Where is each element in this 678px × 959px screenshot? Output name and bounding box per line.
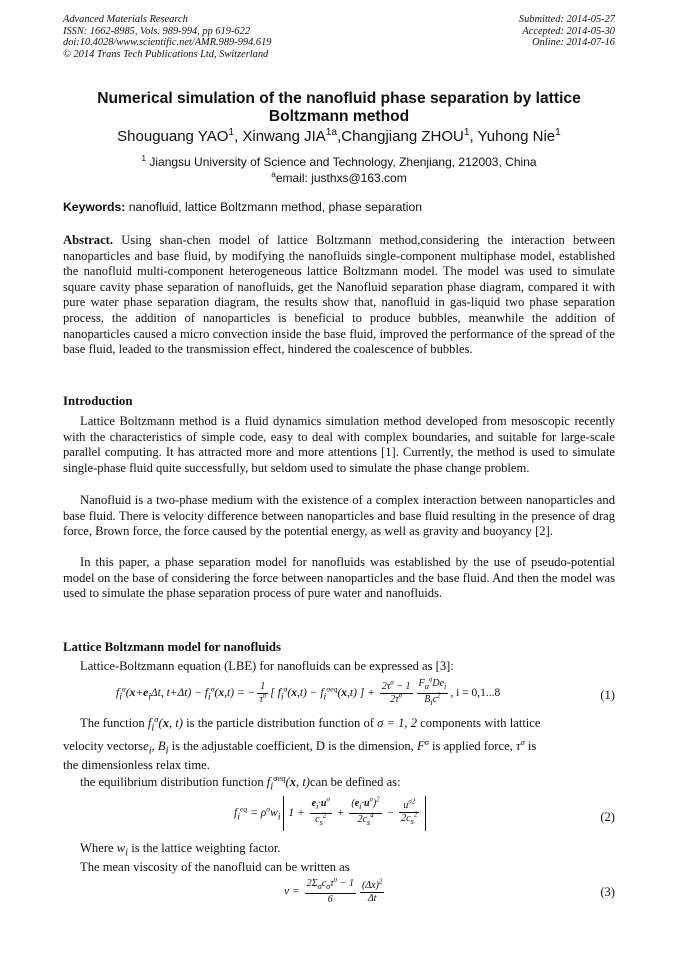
date-submitted: Submitted: 2014-05-27 — [518, 14, 615, 25]
lbm-text-relax: the dimensionless relax time. — [63, 758, 210, 772]
section-heading-introduction: Introduction — [63, 394, 133, 408]
lbm-text-velocity: velocity vectorse$_i$, $B_i$ is the adjustable coefficient, D is the dimension, $F^\sigma$ is applied force, $\tau^\sigma$ is — [63, 736, 537, 757]
journal-doi: doi:10.4028/www.scientific.net/AMR.989-994.619 — [63, 37, 272, 49]
equation-3: ν = $\frac{2\Sigma_\sigma c_\sigma\tau^\sigma - 1}{6}$ $\frac{(\Delta x)^2}{\Delta t}$ — [284, 876, 383, 905]
keywords-label: Keywords: — [63, 200, 126, 214]
affiliation: $^1$ Jiangsu University of Science and Technology, Zhenjiang, 212003, China — [141, 154, 537, 169]
paper-title: Numerical simulation of the nanofluid phase separation by lattice Boltzmann method — [97, 90, 581, 125]
dates-header — [519, 14, 615, 49]
journal-issn: ISSN: 1662-8985, Vols. 989-994, pp 619-622 — [63, 25, 251, 37]
intro-paragraph-3: In this paper, a phase separation model for nanofluids was established by the use of pseudo-potential model on the base of considering the force between nanoparticles and the base fluid. And then the model was used to simulate the phase separation process of pure water and nanofluids. — [63, 555, 615, 601]
lbm-text-viscosity: The mean viscosity of the nanofluid can be written as — [80, 860, 350, 874]
lbm-text-weight: Where $w_i$ is the lattice weighting factor. — [80, 841, 281, 859]
equation-1: $f_i^\sigma(x+e_i\Delta t$, $t+\Delta t) - f_i^\sigma(x,t)$ = − $\frac{1}{\tau^\sigma}$ [ $f_i^\sigma(x,t) - f_i^{\sigma eq}(x,t)$ ] + $\frac{2\tau^\sigma - 1}{2\tau^\sigma}$ $\frac{F_\alpha^\sigma De_i}{B_ic^2}$ , i = 0,1...8 — [116, 676, 501, 707]
equation-1-number: (1) — [600, 688, 615, 702]
lbm-intro-text: Lattice-Boltzmann equation (LBE) for nanofluids can be expressed as [3]: — [80, 659, 454, 673]
equation-2: $f_i^{eq} = \rho^\sigma w_i$ 1 + $\frac{e_i\cdot u^\sigma}{c_s^2}$ + $\frac{(e_i\cdot u^\sigma)^2}{2c_s^4}$ − $\frac{u^{\sigma 2}}{2c_s^2}$ — [234, 796, 426, 831]
equation-1-range: i = 0,1...8 — [456, 687, 501, 700]
author-list: Shouguang YAO$^1$, Xinwang $JIA^{1a},Changjiang$ ZHOU$^1$, Yuhong Nie$^1$ — [117, 127, 561, 145]
date-online: Online: 2014-07-16 — [532, 37, 615, 49]
lbm-text-function: The function $f_i^\sigma(x$, t) is the particle distribution function of σ = 1, 2 components with lattice — [80, 713, 541, 734]
keywords: Keywords: nanofluid, lattice Boltzmann method, phase separation — [63, 200, 423, 214]
lbm-text-equilibrium: the equilibrium distribution function $f_i^{\sigma eq}(x$, t)can be defined as: — [80, 772, 401, 793]
equation-3-number: (3) — [600, 885, 615, 899]
journal-name: Advanced Materials Research — [63, 14, 188, 25]
abstract: Abstract. Using shan-chen model of lattice Boltzmann method,considering the interaction between nanoparticles and base fluid, by modifying the nanofluids single-component multiphase model, established the nanofluid multi-component heterogeneous lattice Boltzmann model. The model was used to simulate square cavity phase separation of nanofluids, get the Nanofluid separation phase diagram, compared it with pure water phase separation diagram, the results show that, nanofluid in gas-liquid two phase separation process, the addition of nanoparticles is beneficial to produce bubbles, meanwhile the addition of nanoparticles caused a micro convection inside the base fluid, improved the performance of the spread of the base fluid, leaded to the transmission effect, hindered the coalescence of bubbles. — [63, 233, 615, 357]
section-heading-lbm: Lattice Boltzmann model for nanofluids — [63, 640, 282, 654]
journal-header — [63, 14, 271, 60]
date-accepted: Accepted: 2014-05-30 — [522, 25, 615, 37]
intro-paragraph-1: Lattice Boltzmann method is a fluid dynamics simulation method developed from mesoscopic recently with the characteristics of simple code, easy to deal with complex boundaries, and suitable for large-scale parallel computing. It has attracted more and more attentions [1]. Currently, the method is used to simulate single-phase fluid quite successfully, but seldom used to simulate the phase change problem. — [63, 414, 615, 475]
author-email: $^a$email: justhxs@163.com — [271, 170, 407, 185]
journal-copyright: © 2014 Trans Tech Publications Ltd, Switzerland — [63, 48, 269, 60]
intro-paragraph-2: Nanofluid is a two-phase medium with the existence of a complex interaction between nanoparticles and base fluid. There is velocity difference between nanoparticles and base fluid resulting in the presence of drag force, Brown force, the force caused by the potential energy, as well as gravity and buoyancy [2]. — [63, 493, 615, 539]
equation-2-number: (2) — [600, 810, 615, 824]
